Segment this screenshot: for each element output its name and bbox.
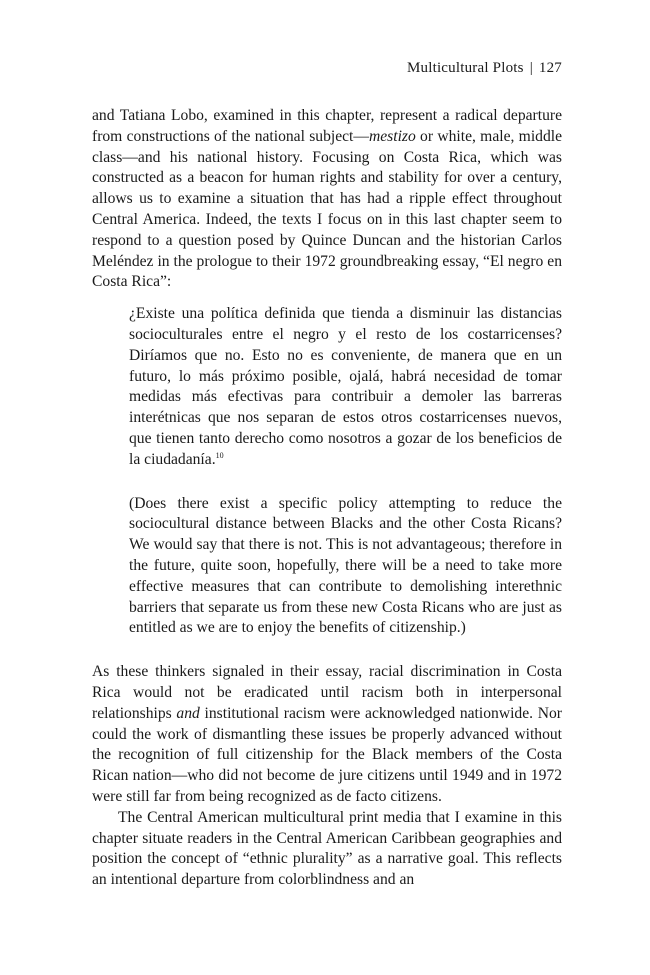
paragraph-1	[92, 106, 562, 293]
paragraph-3	[92, 808, 562, 891]
paragraph-1-emphasis: mestizo	[368, 127, 416, 145]
paragraph-2-text-a: As these thinkers signaled in their essay, racial discrimination in Costa Rica would not be eradicated until racism both in interpersonal relationships	[92, 663, 562, 722]
paragraph-3-text: The Central American multicultural print media that I examine in this chapter situate readers in the Central American Caribbean geographies and position the concept of “ethnic plurality” as a narrative goal. This reflects an intentional departure from colorblindness and an	[92, 808, 562, 889]
quote-spanish	[129, 304, 562, 470]
quote-english-text: (Does there exist a specific policy attempting to reduce the sociocultural distance between Blacks and the other Costa Ricans? We would say that there is not. This is not advantageous; therefore in the future, quite soon, hopefully, there will be a need to take more effective measures that can contribute to demolishing interethnic barriers that separate us from these new Costa Ricans who are just as entitled as we are to enjoy the benefits of citizenship.)	[129, 494, 562, 637]
header-separator: |	[529, 60, 533, 76]
paragraph-2-text-b: institutional racism were acknowledged nationwide. Nor could the work of dismantling these issues be properly advanced without the recognition of full citizenship for the Black members of the Costa Rican nation—who did not become de jure citizens until 1949 and in 1972 were still far from being recognized as de facto citizens.	[92, 704, 562, 805]
paragraph-2-emphasis: and	[176, 704, 200, 722]
page-body	[92, 106, 562, 891]
quote-spanish-text: ¿Existe una política definida que tienda a disminuir las distancias socioculturales entre el negro y el resto de los costarricenses? Diríamos que no. Esto no es conveniente, de manera que en un futuro, lo más próximo posible, ojalá, habrá necesidad de tomar medidas más efectivas para contribuir a demoler las barreras interétnicas que nos separan de estos otros costarricenses nuevos, que tienen tanto derecho como nosotros a gozar de los beneficios de la ciudadanía.	[129, 305, 562, 468]
running-title: Multicultural Plots	[406, 60, 524, 76]
paragraph-1-text-b: or white, male, middle class—and his national history. Focusing on Costa Rica, which was constructed as a beacon for human rights and stability for over a century, allows us to examine a situation that has had a ripple effect throughout Central America. Indeed, the texts I focus on in this last chapter seem to respond to a question posed by Quince Duncan and the historian Carlos Meléndez in the prologue to their 1972 groundbreaking essay, “El negro en Costa Rica”:	[92, 127, 562, 291]
footnote-marker: 10	[215, 450, 224, 460]
quote-english	[129, 494, 562, 640]
page-number: 127	[538, 60, 562, 76]
paragraph-2	[92, 662, 562, 808]
block-quote	[129, 304, 562, 639]
running-header	[407, 60, 562, 77]
paragraph-1-text-a: and Tatiana Lobo, examined in this chapter, represent a radical departure from constructions of the national subject—	[92, 107, 562, 145]
